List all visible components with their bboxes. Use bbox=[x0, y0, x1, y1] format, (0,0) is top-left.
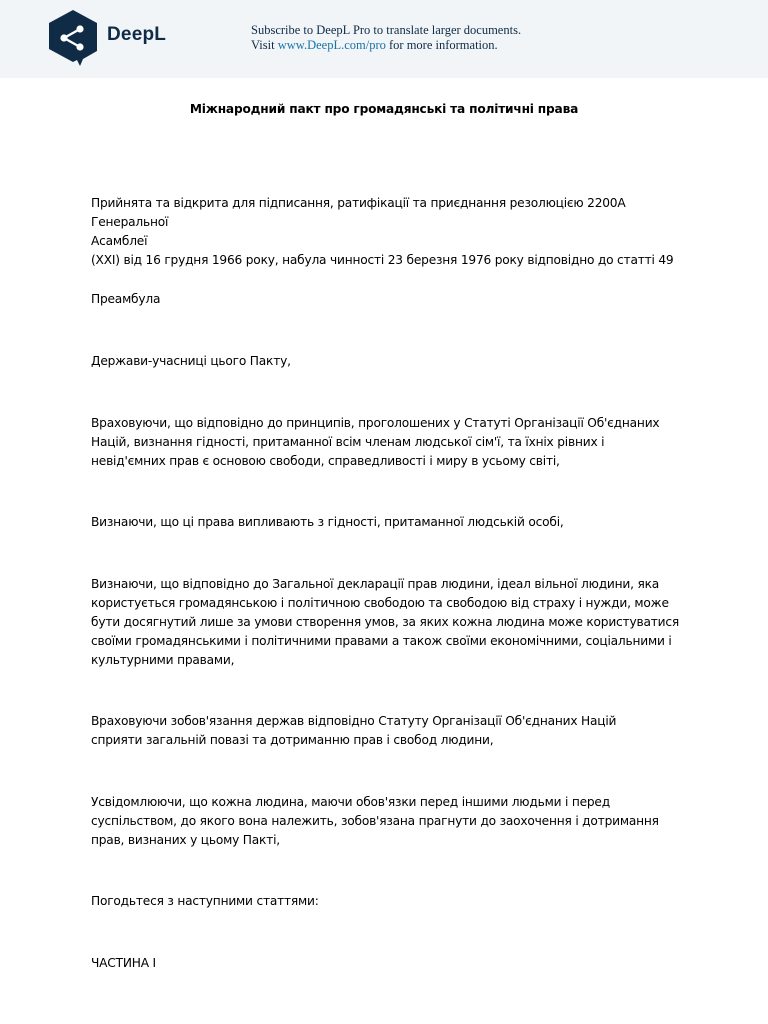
part-heading: ЧАСТИНА I bbox=[91, 956, 156, 970]
deepl-pro-link[interactable]: www.DeepL.com/pro bbox=[277, 38, 386, 52]
promo-line-2 bbox=[251, 38, 521, 53]
promo-text bbox=[251, 23, 521, 53]
states-parties-line: Держави-учасниці цього Пакту, bbox=[91, 354, 291, 368]
deepl-banner bbox=[0, 0, 768, 78]
paragraph-2: Визнаючи, що ці права випливають з гідності, притаманної людській особі, bbox=[91, 515, 564, 529]
paragraph-5: Усвідомлюючи, що кожна людина, маючи обов'язки перед іншими людьми і перед суспільством, до якого вона належить, зобов'язана прагнути до заохочення і дотримання прав, визнаних у цьому Пакті, bbox=[91, 795, 659, 847]
paragraph-1: Враховуючи, що відповідно до принципів, проголошених у Статуті Організації Об'єднаних Націй, визнання гідності, притаманної всім членам людської сім'ї, та їхніх рівних і невід'ємних прав є основою свободи, справедливості і миру в усьому світі, bbox=[91, 416, 660, 468]
promo-visit-text: Visit bbox=[251, 38, 278, 52]
adoption-note bbox=[91, 194, 691, 270]
agree-line: Погодьтеся з наступними статтями: bbox=[91, 894, 319, 908]
adoption-line-1: Прийнята та відкрита для підписання, ратифікації та приєднання резолюцією 2200A Генеральної bbox=[91, 196, 626, 229]
adoption-line-3: (XXI) від 16 грудня 1966 року, набула чинності 23 березня 1976 року відповідно до статті 49 bbox=[91, 253, 674, 267]
paragraph-4: Враховуючи зобов'язання держав відповідно Статуту Організації Об'єднаних Націй сприяти загальній повазі та дотриманню прав і свобод людини, bbox=[91, 714, 617, 747]
preamble-heading: Преамбула bbox=[91, 292, 161, 306]
adoption-line-2: Асамблеї bbox=[91, 234, 148, 248]
deepl-logo-text: DeepL bbox=[107, 24, 167, 45]
page-title: Міжнародний пакт про громадянські та політичні права bbox=[189, 102, 579, 116]
promo-tail-text: for more information. bbox=[385, 38, 498, 52]
paragraph-3: Визнаючи, що відповідно до Загальної декларації прав людини, ідеал вільної людини, яка користується громадянською і політичною свободою та свободою від страху і нужди, може бути досягнутий лише за умови створення умов, за яких кожна людина може користуватися своїми громадянськими і політичними правами а також своїми економічними, соціальними і культурними правами, bbox=[91, 577, 679, 667]
deepl-logo-icon bbox=[47, 9, 99, 67]
promo-line-1: Subscribe to DeepL Pro to translate larger documents. bbox=[251, 23, 522, 37]
